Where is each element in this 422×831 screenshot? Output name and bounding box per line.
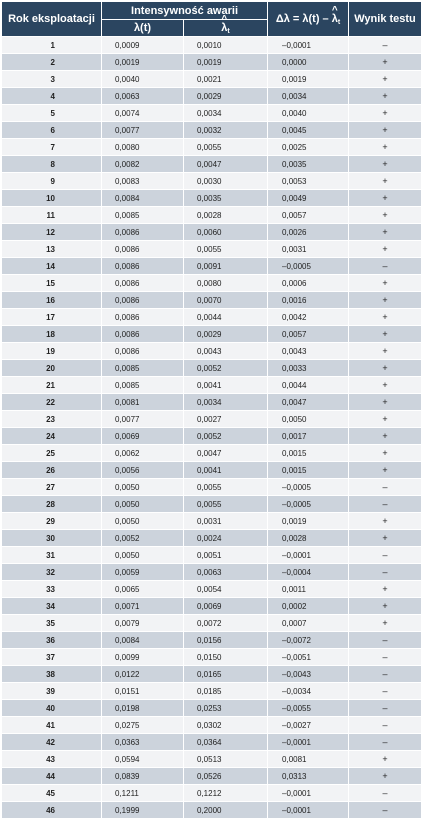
difference-cell: 0,0031 (268, 241, 349, 258)
lambda-hat-cell: 0,0028 (184, 207, 268, 224)
test-result-cell: + (349, 615, 422, 632)
lambda-hat-cell: 0,0055 (184, 496, 268, 513)
year-cell: 40 (2, 700, 102, 717)
table-row (2, 343, 422, 360)
difference-cell: 0,0011 (268, 581, 349, 598)
lambda-hat-cell: 0,0010 (184, 37, 268, 54)
year-cell: 12 (2, 224, 102, 241)
year-cell: 32 (2, 564, 102, 581)
difference-cell: 0,0049 (268, 190, 349, 207)
table-row (2, 139, 422, 156)
year-cell: 28 (2, 496, 102, 513)
lambda-hat-cell: 0,0052 (184, 428, 268, 445)
table-row (2, 377, 422, 394)
lambda-cell: 0,0086 (102, 309, 184, 326)
lambda-cell: 0,0275 (102, 717, 184, 734)
table-row (2, 768, 422, 785)
table-row (2, 411, 422, 428)
lambda-hat-cell: 0,0253 (184, 700, 268, 717)
lambda-hat-cell: 0,0019 (184, 54, 268, 71)
lambda-hat-cell: 0,0052 (184, 360, 268, 377)
year-cell: 35 (2, 615, 102, 632)
test-result-cell: + (349, 428, 422, 445)
difference-cell: 0,0019 (268, 513, 349, 530)
difference-cell: 0,0050 (268, 411, 349, 428)
year-cell: 19 (2, 343, 102, 360)
test-result-cell: + (349, 207, 422, 224)
lambda-cell: 0,0065 (102, 581, 184, 598)
test-result-cell: + (349, 173, 422, 190)
year-cell: 23 (2, 411, 102, 428)
test-result-cell: + (349, 360, 422, 377)
table-row (2, 292, 422, 309)
year-cell: 31 (2, 547, 102, 564)
test-result-cell: + (349, 224, 422, 241)
difference-cell: 0,0006 (268, 275, 349, 292)
lambda-cell: 0,0594 (102, 751, 184, 768)
difference-cell: –0,0043 (268, 666, 349, 683)
table-row (2, 309, 422, 326)
table-row (2, 734, 422, 751)
test-result-cell: + (349, 445, 422, 462)
lambda-cell: 0,0040 (102, 71, 184, 88)
difference-cell: 0,0042 (268, 309, 349, 326)
year-cell: 6 (2, 122, 102, 139)
test-result-cell: + (349, 71, 422, 88)
lambda-hat-cell: 0,0041 (184, 462, 268, 479)
table-row (2, 683, 422, 700)
difference-cell: 0,0007 (268, 615, 349, 632)
lambda-hat-cell: 0,0030 (184, 173, 268, 190)
lambda-hat-cell: 0,0150 (184, 649, 268, 666)
lambda-cell: 0,0081 (102, 394, 184, 411)
year-cell: 38 (2, 666, 102, 683)
test-result-cell: – (349, 37, 422, 54)
table-row (2, 785, 422, 802)
lambda-cell: 0,0086 (102, 326, 184, 343)
difference-cell: 0,0034 (268, 88, 349, 105)
test-result-cell: + (349, 309, 422, 326)
year-cell: 46 (2, 802, 102, 819)
difference-cell: 0,0057 (268, 207, 349, 224)
lambda-hat-cell: 0,0041 (184, 377, 268, 394)
lambda-cell: 0,0084 (102, 632, 184, 649)
lambda-hat-cell: 0,0513 (184, 751, 268, 768)
lambda-hat-cell: 0,0364 (184, 734, 268, 751)
table-row (2, 462, 422, 479)
lambda-hat-cell: 0,0027 (184, 411, 268, 428)
lambda-cell: 0,0079 (102, 615, 184, 632)
lambda-cell: 0,0009 (102, 37, 184, 54)
lambda-hat-cell: 0,0024 (184, 530, 268, 547)
test-result-cell: + (349, 462, 422, 479)
lambda-cell: 0,0086 (102, 292, 184, 309)
lambda-cell: 0,0099 (102, 649, 184, 666)
test-result-cell: – (349, 717, 422, 734)
table-row (2, 326, 422, 343)
lambda-hat-cell: 0,0029 (184, 326, 268, 343)
difference-cell: –0,0001 (268, 734, 349, 751)
table-row (2, 224, 422, 241)
test-result-cell: – (349, 632, 422, 649)
table-row (2, 496, 422, 513)
year-cell: 26 (2, 462, 102, 479)
difference-cell: –0,0001 (268, 785, 349, 802)
table-row (2, 207, 422, 224)
lambda-hat-symbol (331, 4, 341, 26)
table-row (2, 717, 422, 734)
lambda-cell: 0,0839 (102, 768, 184, 785)
table-row (2, 428, 422, 445)
lambda-cell: 0,1211 (102, 785, 184, 802)
year-cell: 15 (2, 275, 102, 292)
table-row (2, 564, 422, 581)
lambda-hat-cell: 0,0072 (184, 615, 268, 632)
lambda-hat-subscript: t (227, 27, 230, 35)
lambda-hat-cell: 0,0069 (184, 598, 268, 615)
lambda-cell: 0,0080 (102, 139, 184, 156)
lambda-cell: 0,0198 (102, 700, 184, 717)
year-cell: 3 (2, 71, 102, 88)
difference-cell: 0,0043 (268, 343, 349, 360)
lambda-hat-symbol (221, 13, 230, 35)
lambda-cell: 0,0085 (102, 207, 184, 224)
test-result-cell: + (349, 241, 422, 258)
year-cell: 21 (2, 377, 102, 394)
year-cell: 29 (2, 513, 102, 530)
lambda-hat-cell: 0,0032 (184, 122, 268, 139)
difference-cell: 0,0081 (268, 751, 349, 768)
test-result-cell: – (349, 649, 422, 666)
table-row (2, 88, 422, 105)
table-row (2, 37, 422, 54)
year-cell: 8 (2, 156, 102, 173)
year-cell: 45 (2, 785, 102, 802)
lambda-hat-cell: 0,0070 (184, 292, 268, 309)
difference-cell: –0,0051 (268, 649, 349, 666)
lambda-hat-cell: 0,0526 (184, 768, 268, 785)
table-row (2, 700, 422, 717)
test-result-cell: – (349, 785, 422, 802)
lambda-hat-cell: 0,0044 (184, 309, 268, 326)
test-result-cell: + (349, 751, 422, 768)
difference-cell: –0,0001 (268, 802, 349, 819)
header-intensity-group: Intensywność awarii (102, 2, 268, 20)
lambda-symbol: λ (221, 21, 228, 34)
year-cell: 20 (2, 360, 102, 377)
lambda-cell: 0,0019 (102, 54, 184, 71)
difference-cell: 0,0053 (268, 173, 349, 190)
year-cell: 13 (2, 241, 102, 258)
table-row (2, 666, 422, 683)
header-year: Rok eksploatacji (2, 2, 102, 37)
lambda-cell: 0,0086 (102, 258, 184, 275)
table-row (2, 190, 422, 207)
year-cell: 34 (2, 598, 102, 615)
test-result-cell: + (349, 292, 422, 309)
lambda-cell: 0,1999 (102, 802, 184, 819)
lambda-hat-cell: 0,0035 (184, 190, 268, 207)
test-result-cell: + (349, 343, 422, 360)
year-cell: 41 (2, 717, 102, 734)
header-lambda-hat (184, 13, 268, 37)
table-row (2, 445, 422, 462)
lambda-cell: 0,0083 (102, 173, 184, 190)
test-result-cell: + (349, 190, 422, 207)
lambda-hat-cell: 0,0055 (184, 139, 268, 156)
difference-cell: –0,0072 (268, 632, 349, 649)
year-cell: 36 (2, 632, 102, 649)
lambda-hat-cell: 0,0080 (184, 275, 268, 292)
lambda-hat-cell: 0,2000 (184, 802, 268, 819)
table-row (2, 751, 422, 768)
lambda-cell: 0,0071 (102, 598, 184, 615)
test-result-cell: + (349, 377, 422, 394)
test-result-cell: + (349, 513, 422, 530)
lambda-hat-cell: 0,0034 (184, 105, 268, 122)
hat-mark: ^ (221, 13, 228, 25)
test-result-cell: – (349, 496, 422, 513)
test-result-cell: + (349, 411, 422, 428)
table-row (2, 173, 422, 190)
lambda-cell: 0,0086 (102, 275, 184, 292)
test-result-cell: – (349, 802, 422, 819)
lambda-symbol: λ (331, 12, 338, 25)
year-cell: 17 (2, 309, 102, 326)
lambda-hat-cell: 0,0063 (184, 564, 268, 581)
lambda-hat-cell: 0,0029 (184, 88, 268, 105)
lambda-cell: 0,0050 (102, 496, 184, 513)
difference-cell: –0,0027 (268, 717, 349, 734)
lambda-hat-cell: 0,0047 (184, 445, 268, 462)
test-result-cell: – (349, 547, 422, 564)
lambda-hat-cell: 0,0055 (184, 479, 268, 496)
difference-cell: 0,0035 (268, 156, 349, 173)
test-result-cell: + (349, 394, 422, 411)
table-row (2, 547, 422, 564)
difference-cell: –0,0005 (268, 258, 349, 275)
table-row (2, 54, 422, 71)
header-difference-left: Δλ = λ(t) – (275, 12, 332, 25)
lambda-cell: 0,0085 (102, 377, 184, 394)
test-result-cell: + (349, 581, 422, 598)
table-row (2, 105, 422, 122)
year-cell: 43 (2, 751, 102, 768)
difference-cell: –0,0034 (268, 683, 349, 700)
lambda-cell: 0,0086 (102, 343, 184, 360)
lambda-cell: 0,0086 (102, 241, 184, 258)
lambda-hat-cell: 0,0302 (184, 717, 268, 734)
year-cell: 7 (2, 139, 102, 156)
failure-intensity-table (1, 1, 422, 819)
hat-mark: ^ (331, 4, 338, 16)
table-row (2, 394, 422, 411)
lambda-cell: 0,0063 (102, 88, 184, 105)
header-lambda: λ(t) (102, 20, 184, 37)
difference-cell: –0,0001 (268, 37, 349, 54)
table-row (2, 360, 422, 377)
header-result: Wynik testu (349, 2, 422, 37)
year-cell: 27 (2, 479, 102, 496)
difference-cell: –0,0055 (268, 700, 349, 717)
year-cell: 44 (2, 768, 102, 785)
test-result-cell: – (349, 700, 422, 717)
lambda-hat-cell: 0,0054 (184, 581, 268, 598)
lambda-hat-cell: 0,0156 (184, 632, 268, 649)
lambda-hat-cell: 0,0034 (184, 394, 268, 411)
table-row (2, 479, 422, 496)
test-result-cell: + (349, 54, 422, 71)
lambda-hat-cell: 0,0165 (184, 666, 268, 683)
difference-cell: 0,0015 (268, 445, 349, 462)
test-result-cell: + (349, 88, 422, 105)
year-cell: 37 (2, 649, 102, 666)
year-cell: 2 (2, 54, 102, 71)
lambda-cell: 0,0363 (102, 734, 184, 751)
lambda-cell: 0,0069 (102, 428, 184, 445)
lambda-hat-cell: 0,0051 (184, 547, 268, 564)
lambda-hat-cell: 0,0185 (184, 683, 268, 700)
year-cell: 5 (2, 105, 102, 122)
lambda-hat-cell: 0,0060 (184, 224, 268, 241)
lambda-hat-cell: 0,1212 (184, 785, 268, 802)
lambda-cell: 0,0050 (102, 513, 184, 530)
test-result-cell: + (349, 156, 422, 173)
lambda-hat-cell: 0,0043 (184, 343, 268, 360)
test-result-cell: + (349, 326, 422, 343)
table-body (2, 37, 422, 819)
test-result-cell: + (349, 530, 422, 547)
lambda-cell: 0,0082 (102, 156, 184, 173)
lambda-hat-cell: 0,0021 (184, 71, 268, 88)
difference-cell: –0,0004 (268, 564, 349, 581)
table-row (2, 598, 422, 615)
table-row (2, 530, 422, 547)
table-row (2, 275, 422, 292)
table-row (2, 122, 422, 139)
lambda-hat-subscript: t (337, 18, 341, 26)
difference-cell: –0,0005 (268, 496, 349, 513)
lambda-cell: 0,0056 (102, 462, 184, 479)
year-cell: 11 (2, 207, 102, 224)
test-result-cell: – (349, 258, 422, 275)
lambda-hat-cell: 0,0091 (184, 258, 268, 275)
difference-cell: 0,0047 (268, 394, 349, 411)
difference-cell: 0,0002 (268, 598, 349, 615)
difference-cell: 0,0033 (268, 360, 349, 377)
test-result-cell: – (349, 564, 422, 581)
lambda-cell: 0,0086 (102, 224, 184, 241)
test-result-cell: + (349, 275, 422, 292)
lambda-hat-cell: 0,0047 (184, 156, 268, 173)
table-row (2, 615, 422, 632)
year-cell: 10 (2, 190, 102, 207)
header-difference (268, 2, 349, 37)
year-cell: 22 (2, 394, 102, 411)
lambda-cell: 0,0084 (102, 190, 184, 207)
lambda-hat-cell: 0,0055 (184, 241, 268, 258)
year-cell: 18 (2, 326, 102, 343)
test-result-cell: + (349, 768, 422, 785)
table-header (2, 2, 422, 37)
difference-cell: 0,0000 (268, 54, 349, 71)
lambda-cell: 0,0074 (102, 105, 184, 122)
difference-cell: 0,0017 (268, 428, 349, 445)
difference-cell: 0,0015 (268, 462, 349, 479)
difference-cell: 0,0313 (268, 768, 349, 785)
lambda-cell: 0,0062 (102, 445, 184, 462)
lambda-cell: 0,0059 (102, 564, 184, 581)
lambda-hat-cell: 0,0031 (184, 513, 268, 530)
difference-cell: 0,0044 (268, 377, 349, 394)
test-result-cell: + (349, 122, 422, 139)
lambda-cell: 0,0050 (102, 547, 184, 564)
difference-cell: 0,0016 (268, 292, 349, 309)
lambda-cell: 0,0077 (102, 411, 184, 428)
test-result-cell: – (349, 734, 422, 751)
test-result-cell: – (349, 479, 422, 496)
difference-cell: 0,0045 (268, 122, 349, 139)
year-cell: 9 (2, 173, 102, 190)
lambda-cell: 0,0052 (102, 530, 184, 547)
lambda-cell: 0,0050 (102, 479, 184, 496)
table-row (2, 649, 422, 666)
test-result-cell: + (349, 139, 422, 156)
difference-cell: 0,0019 (268, 71, 349, 88)
test-result-cell: – (349, 666, 422, 683)
table-row (2, 513, 422, 530)
difference-cell: 0,0026 (268, 224, 349, 241)
year-cell: 42 (2, 734, 102, 751)
difference-cell: 0,0028 (268, 530, 349, 547)
test-result-cell: + (349, 598, 422, 615)
lambda-cell: 0,0151 (102, 683, 184, 700)
lambda-cell: 0,0122 (102, 666, 184, 683)
test-result-cell: + (349, 105, 422, 122)
table-row (2, 71, 422, 88)
year-cell: 4 (2, 88, 102, 105)
year-cell: 33 (2, 581, 102, 598)
difference-cell: –0,0005 (268, 479, 349, 496)
year-cell: 1 (2, 37, 102, 54)
test-result-cell: – (349, 683, 422, 700)
year-cell: 16 (2, 292, 102, 309)
table-row (2, 156, 422, 173)
difference-cell: 0,0040 (268, 105, 349, 122)
difference-cell: 0,0025 (268, 139, 349, 156)
lambda-cell: 0,0085 (102, 360, 184, 377)
lambda-cell: 0,0077 (102, 122, 184, 139)
difference-cell: –0,0001 (268, 547, 349, 564)
year-cell: 24 (2, 428, 102, 445)
year-cell: 14 (2, 258, 102, 275)
table-row (2, 632, 422, 649)
table-row (2, 581, 422, 598)
difference-cell: 0,0057 (268, 326, 349, 343)
year-cell: 25 (2, 445, 102, 462)
table-row (2, 241, 422, 258)
year-cell: 30 (2, 530, 102, 547)
table-row (2, 802, 422, 819)
year-cell: 39 (2, 683, 102, 700)
table-row (2, 258, 422, 275)
